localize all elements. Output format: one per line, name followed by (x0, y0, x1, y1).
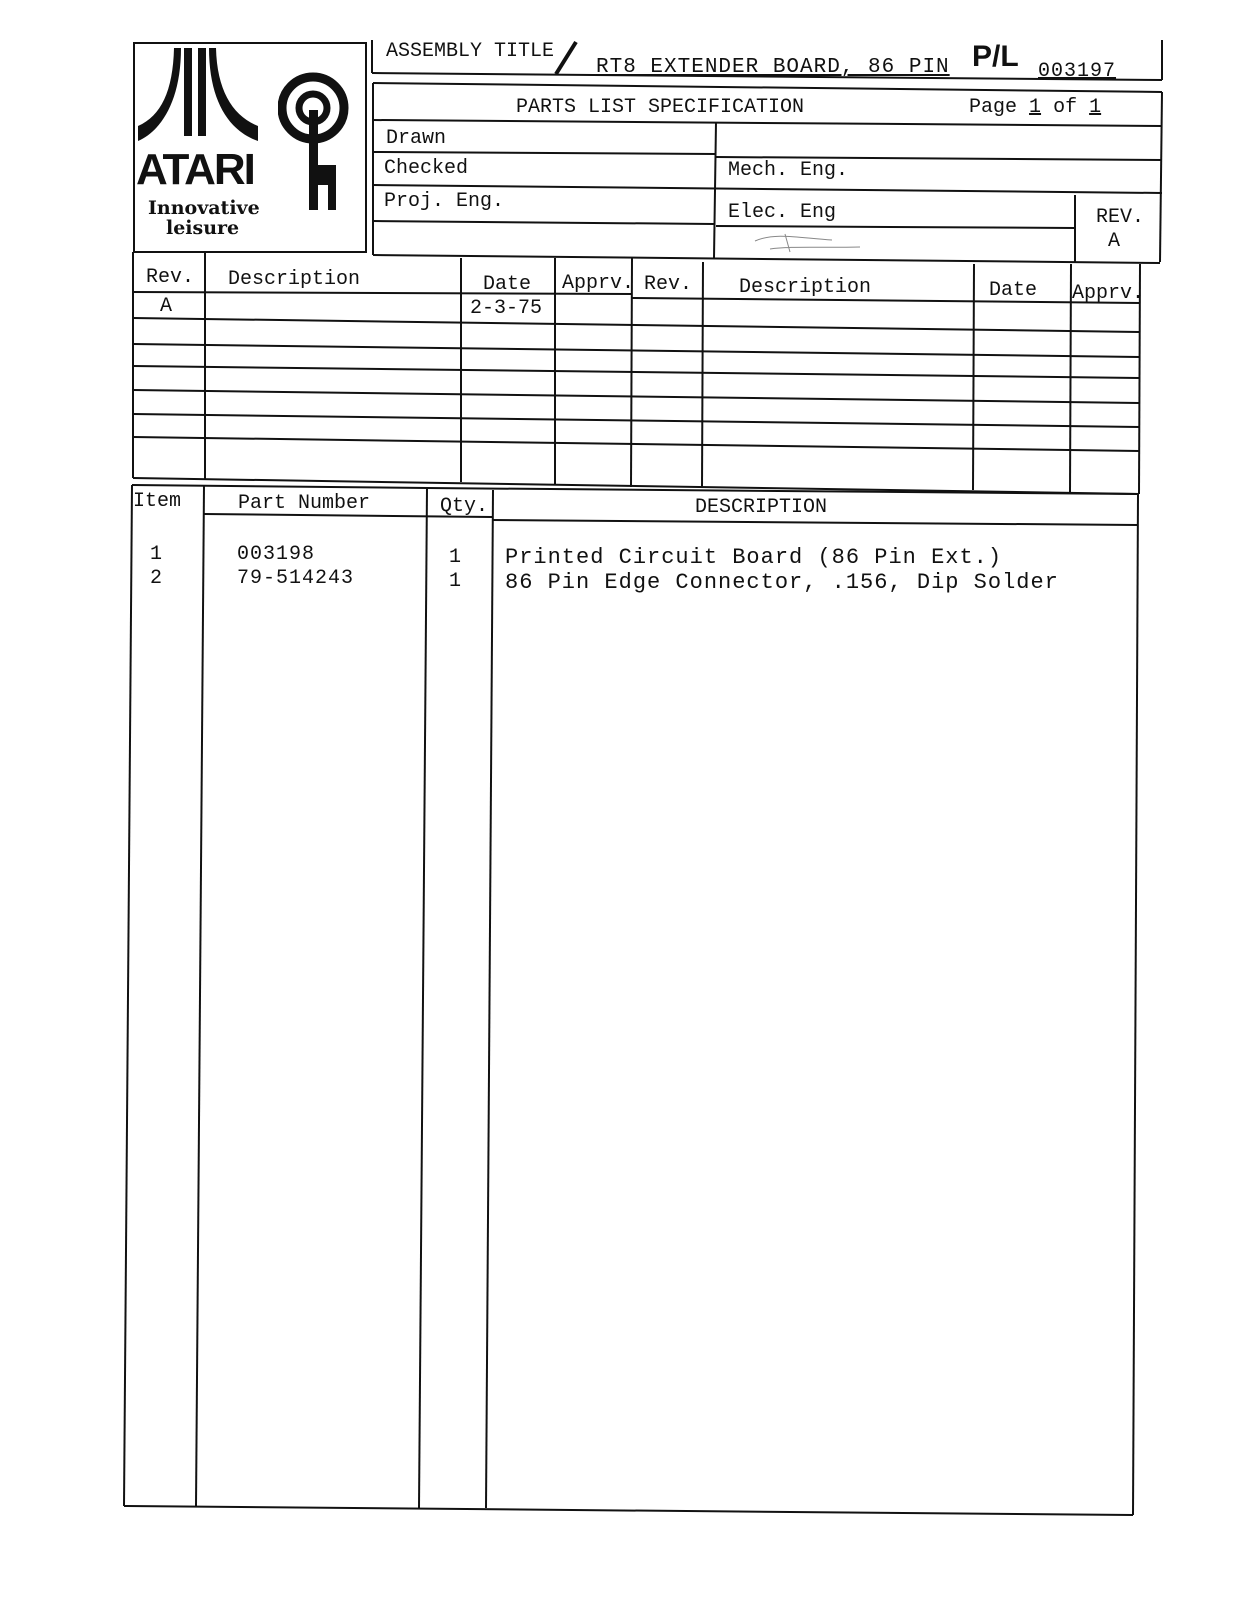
mech-eng-label: Mech. Eng. (728, 159, 849, 182)
rev-header-right: Rev. (644, 273, 693, 296)
description-header-left: Description (228, 268, 361, 291)
brand-tagline-1: Innovative (148, 197, 260, 219)
rev-label: REV. (1096, 206, 1145, 229)
description-header-right: Description (739, 276, 872, 299)
page-current: 1 (1029, 96, 1042, 119)
apprv-header-left: Apprv. (562, 272, 635, 295)
revision-rev: A (160, 295, 173, 318)
rev-value: A (1108, 230, 1121, 253)
assembly-title-value: RT8 EXTENDER BOARD, 86 PIN (596, 56, 950, 79)
brand-tagline-2: leisure (166, 217, 240, 239)
item-qty: 1 (449, 546, 462, 569)
item-number: 2 (150, 567, 163, 590)
item-header: Item (133, 490, 182, 513)
assembly-title-label: ASSEMBLY TITLE (386, 40, 555, 63)
atari-fuji-icon (136, 46, 266, 146)
page-of: of (1053, 96, 1078, 119)
page-indicator (969, 96, 1101, 119)
item-number: 1 (150, 543, 163, 566)
revision-date: 2-3-75 (470, 297, 543, 320)
brand-name: ATARI (136, 145, 254, 194)
checked-label: Checked (384, 157, 469, 180)
date-header-left: Date (483, 273, 532, 296)
proj-eng-label: Proj. Eng. (384, 190, 505, 213)
part-number: 79-514243 (237, 567, 355, 590)
item-description: 86 Pin Edge Connector, .156, Dip Solder (505, 570, 1059, 595)
elec-eng-label: Elec. Eng (728, 201, 837, 224)
rev-header-left: Rev. (146, 266, 195, 289)
part-number-header: Part Number (238, 492, 371, 515)
page-total: 1 (1089, 96, 1102, 119)
drawn-label: Drawn (386, 127, 447, 150)
item-qty: 1 (449, 570, 462, 593)
pl-number: 003197 (1038, 60, 1117, 83)
gk-key-icon (278, 70, 352, 215)
date-header-right: Date (989, 279, 1038, 302)
page-prefix: Page (969, 96, 1018, 119)
description-header: DESCRIPTION (695, 496, 828, 519)
qty-header: Qty. (440, 495, 489, 518)
apprv-header-right: Apprv. (1072, 282, 1145, 305)
part-number: 003198 (237, 543, 316, 566)
spec-title: PARTS LIST SPECIFICATION (516, 96, 805, 119)
pl-label: P/L (972, 40, 1019, 73)
item-description: Printed Circuit Board (86 Pin Ext.) (505, 545, 1003, 570)
